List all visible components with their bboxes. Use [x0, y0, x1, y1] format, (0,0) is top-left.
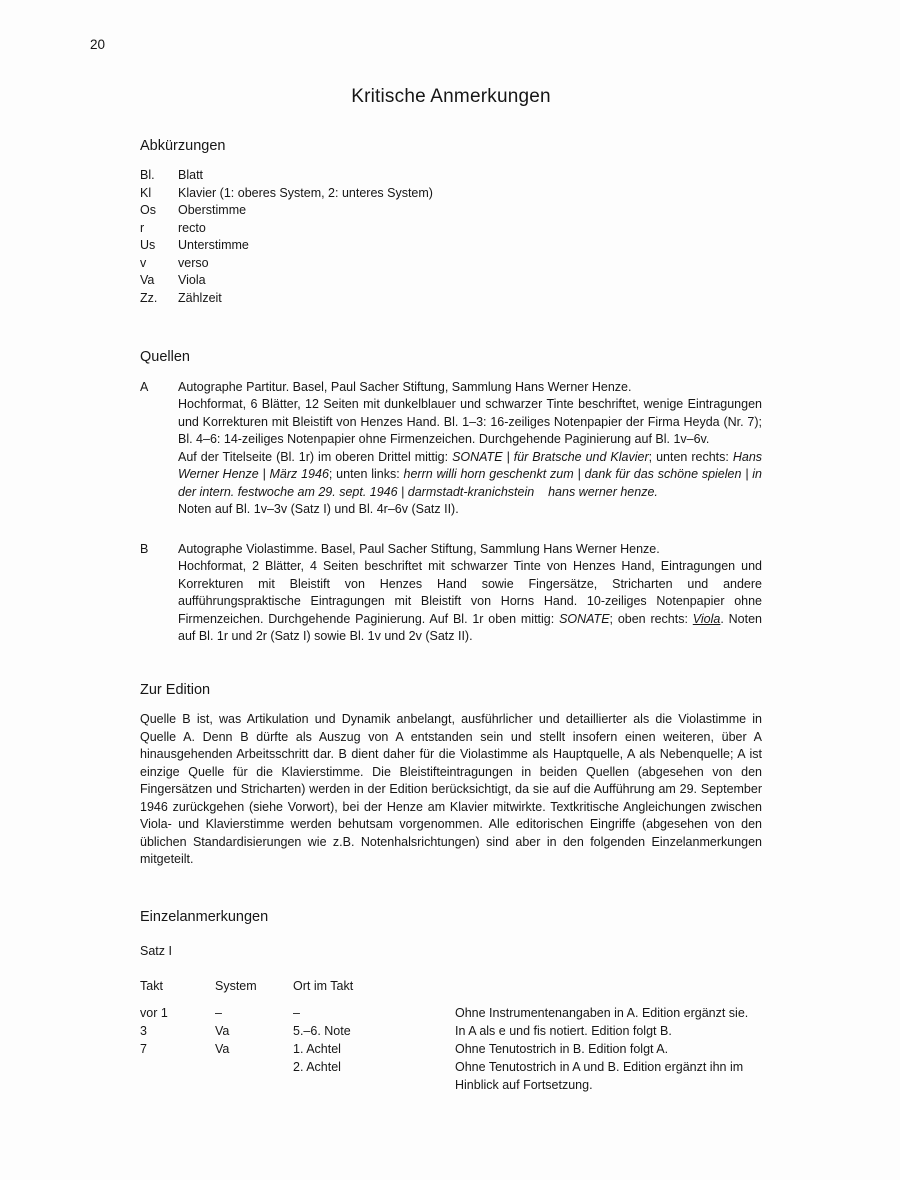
source-entry	[140, 541, 762, 646]
section-zur-edition	[140, 682, 762, 869]
abbreviation-term: r	[140, 220, 145, 235]
quellen-heading: Quellen	[140, 349, 190, 365]
cell-takt	[140, 1058, 215, 1094]
column-header-ort-im-takt: Ort im Takt	[293, 978, 354, 993]
zur-edition-heading: Zur Edition	[140, 681, 211, 698]
abbreviation-row	[140, 237, 762, 255]
source-description: Autographe Violastimme. Basel, Paul Sacher Stiftung, Sammlung Hans Werner Henze. Hochformat, 2 Blätter, 4 Seiten beschriftet mit schwarzer Tinte von Henzes Hand, Eintragungen und Korrekturen mit Bleistift von Henzes Hand sowie Fingersätze, Stricharten und andere aufführungspraktische Eintragungen mit Bleistift von Horns Hand. 10-zeiliges Notenpapier ohne Firmenzeichen. Durchgehende Paginierung. Auf Bl. 1r oben mittig: SONATE; oben rechts: Viola. Noten auf Bl. 1r und 2r (Satz I) sowie Bl. 1v und 2v (Satz II).	[178, 541, 762, 643]
abbreviation-row	[140, 255, 762, 273]
abbreviation-meaning: recto	[178, 220, 206, 235]
cell-ort: –	[293, 1005, 300, 1020]
cell-system: Va	[215, 1041, 230, 1056]
cell-comment: In A als e und fis notiert. Edition folgt B.	[455, 1023, 672, 1038]
abbreviation-row	[140, 167, 762, 185]
page-title: Kritische Anmerkungen	[351, 86, 551, 107]
abbreviation-meaning: Unterstimme	[178, 238, 249, 252]
abbreviation-row	[140, 202, 762, 220]
source-description: Autographe Partitur. Basel, Paul Sacher Stiftung, Sammlung Hans Werner Henze. Hochformat, 6 Blätter, 12 Seiten mit dunkelblauer und schwarzer Tinte beschriftet, wenige Eintragungen und Korrekturen mit Bleistift von Henzes Hand. Bl. 1–3: 16-zeiliges Notenpapier der Firma Heyda (Nr. 7); Bl. 4–6: 14-zeiliges Notenpapier ohne Firmenzeichen. Durchgehende Paginierung auf Bl. 1v–6v. Auf der Titelseite (Bl. 1r) im oberen Drittel mittig: SONATE | für Bratsche und Klavier; unten rechts: Hans Werner Henze | März 1946; unten links: herrn willi horn geschenkt zum | dank für das schöne spielen | in der intern. festwoche am 29. sept. 1946 | darmstadt-kranichstein hans werner henze. Noten auf Bl. 1v–3v (Satz I) und Bl. 4r–6v (Satz II).	[178, 379, 763, 516]
section-abkuerzungen	[140, 138, 762, 308]
cell-comment: Ohne Tenutostrich in B. Edition folgt A.	[455, 1041, 669, 1056]
annotation-row	[140, 1040, 762, 1058]
cell-takt: vor 1	[140, 1005, 168, 1020]
abbreviation-meaning: Viola	[178, 273, 206, 287]
source-list	[140, 379, 762, 646]
abbreviation-row	[140, 290, 762, 308]
column-header-system: System	[215, 978, 257, 993]
cell-system	[215, 1058, 293, 1094]
annotation-row	[140, 1004, 762, 1022]
abbreviation-row	[140, 220, 762, 238]
annotation-table-header	[140, 977, 762, 995]
abbreviation-meaning: Zählzeit	[178, 290, 222, 305]
section-einzelanmerkungen	[140, 909, 762, 1094]
cell-takt: 3	[140, 1023, 147, 1038]
cell-takt: 7	[140, 1041, 147, 1056]
abbreviation-term: v	[140, 255, 147, 270]
abbreviation-term: Kl	[140, 185, 152, 200]
einzelanmerkungen-heading: Einzelanmerkungen	[140, 908, 269, 925]
cell-comment: Ohne Tenutostrich in A und B. Edition ergänzt ihn im Hinblick auf Fortsetzung.	[455, 1059, 744, 1092]
abbreviation-meaning: verso	[178, 255, 209, 270]
cell-ort: 5.–6. Note	[293, 1023, 351, 1038]
abbreviation-meaning: Oberstimme	[178, 203, 247, 217]
annotation-table	[140, 977, 762, 1094]
section-quellen	[140, 349, 762, 646]
abbreviation-row	[140, 185, 762, 203]
abkuerzungen-heading: Abkürzungen	[140, 137, 226, 154]
satz-label: Satz I	[140, 944, 172, 958]
annotation-row	[140, 1022, 762, 1040]
cell-comment: Ohne Instrumentenangaben in A. Edition ergänzt sie.	[455, 1005, 749, 1020]
abbreviation-term: Va	[140, 273, 155, 287]
annotation-table-body	[140, 1004, 762, 1094]
cell-system: Va	[215, 1023, 230, 1038]
abbreviation-term: Os	[140, 203, 156, 217]
abbreviation-row	[140, 272, 762, 290]
zur-edition-paragraph: Quelle B ist, was Artikulation und Dynamik anbelangt, ausführlicher und detaillierter als die Violastimme in Quelle A. Denn B dürfte als Auszug von A entstanden sein und stellt insofern einen weiteren, über A hinausgehenden Arbeitsschritt dar. B dient daher für die Violastimme als Hauptquelle, A als Nebenquelle; A ist einzige Quelle für die Klavierstimme. Die Bleistifteintragungen in beiden Quellen (abgesehen von den Fingersätzen und Stricharten) werden in der Edition berücksichtigt, da sie auf die Aufführung am 29. September 1946 zurückgehen (siehe Vorwort), bei der Henze am Klavier mitwirkte. Textkritische Angleichungen zwischen Viola- und Klavierstimme werden behutsam vorgenommen. Alle editorischen Eingriffe (abgesehen von den üblichen Standardisierungen wie z.B. Notenhalsrichtungen) sind aber in den folgenden Einzelanmerkungen mitgeteilt.	[140, 712, 762, 866]
page-number: 20	[90, 37, 106, 52]
cell-ort: 2. Achtel	[293, 1059, 341, 1074]
source-siglum: B	[140, 541, 149, 556]
abbreviation-term: Zz.	[140, 290, 158, 305]
abbreviation-list	[140, 167, 762, 307]
annotation-row	[140, 1058, 762, 1094]
column-header-comment	[455, 977, 762, 995]
abbreviation-term: Us	[140, 238, 156, 252]
cell-ort: 1. Achtel	[293, 1041, 341, 1056]
abbreviation-term: Bl.	[140, 168, 155, 182]
source-entry	[140, 379, 762, 519]
cell-system: –	[215, 1005, 222, 1020]
source-siglum: A	[140, 379, 149, 394]
column-header-takt: Takt	[140, 978, 163, 993]
abbreviation-meaning: Blatt	[178, 168, 204, 182]
abbreviation-meaning: Klavier (1: oberes System, 2: unteres System)	[178, 185, 433, 200]
